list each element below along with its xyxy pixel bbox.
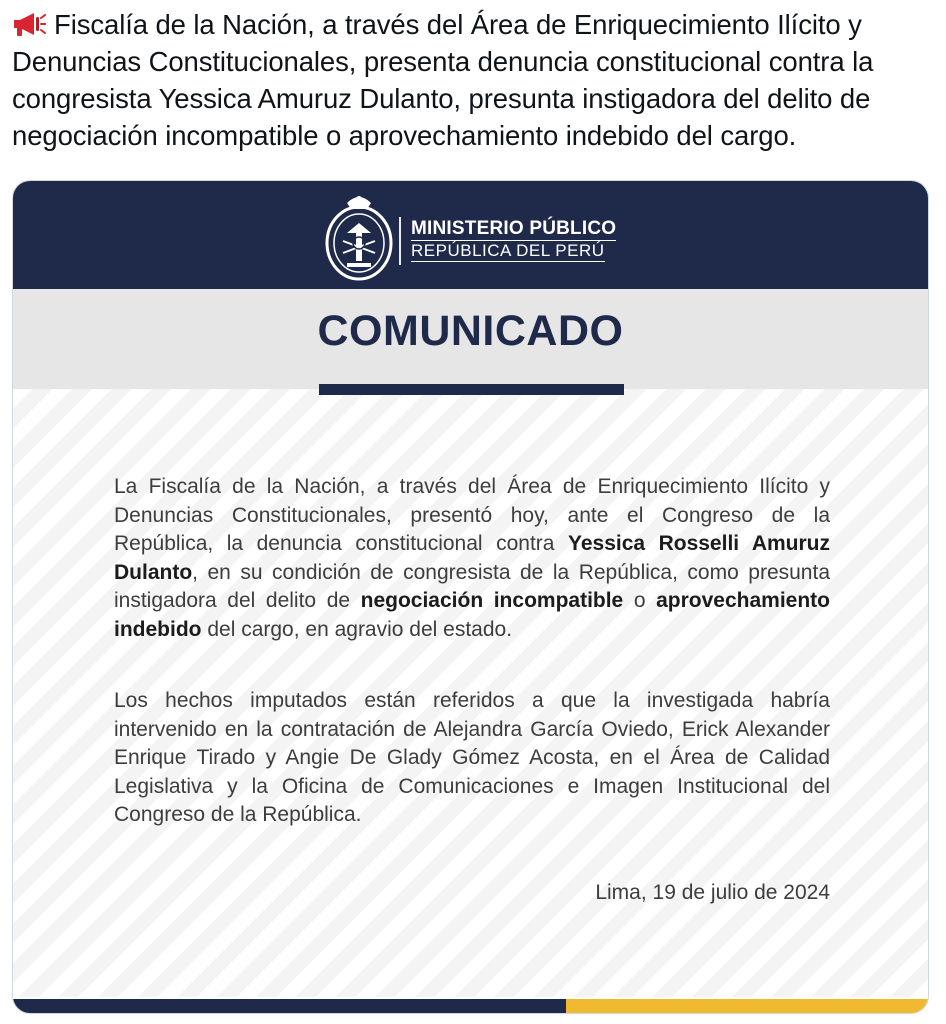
paragraph-2: Los hechos imputados están referidos a que la investigada habría intervenido en la contratación de Alejandra García Oviedo, Erick Alexander Enrique Tirado y Angie De Glady Gómez Acosta, en el Área de Calidad Legislativa y la Oficina de Comunicaciones e Imagen Institucional del Congreso de la República. — [114, 689, 830, 826]
p1-text-1: La Fiscalía de la Nación, a través del Área de Enriquecimiento Ilícito y Denuncias Constitucionales, presentó hoy, ante el Congreso de la República, la denuncia constitucional contra — [114, 475, 830, 555]
tweet-text — [12, 6, 934, 154]
megaphone-icon — [12, 11, 46, 37]
paragraph-1 — [114, 473, 830, 644]
footer-bar-gold — [566, 999, 928, 1013]
tweet-body: Fiscalía de la Nación, a través del Área de Enriquecimiento Ilícito y Denuncias Constitucionales, presenta denuncia constitucional contra la congresista Yessica Amuruz Dulanto, presunta instigadora del delito de negociación incompatible o aprovechamiento indebido del cargo. — [12, 9, 874, 151]
brand-title: MINISTERIO PÚBLICO — [411, 218, 617, 239]
communique-date: Lima, 19 de julio de 2024 — [595, 881, 830, 904]
footer-bar-navy — [13, 999, 566, 1013]
p1-bold-offense-2: aprovechamiento indebido — [114, 589, 830, 641]
p1-bold-name: Yessica Rosselli Amuruz Dulanto — [114, 532, 831, 584]
brand-divider — [399, 217, 401, 265]
brand-subtitle: REPÚBLICA DEL PERÚ — [411, 241, 605, 260]
p1-bold-offense-1: negociación incompatible — [360, 589, 624, 612]
heading-underline — [319, 384, 624, 395]
p1-text-2: , en su condición de congresista de la República, como presunta instigadora del delito de — [114, 560, 830, 612]
p1-text-4: del cargo, en agravio del estado. — [201, 617, 513, 641]
p1-text-3: o — [623, 589, 657, 612]
communique-heading: COMUNICADO — [317, 307, 624, 355]
card-header — [13, 181, 928, 289]
communique-image[interactable] — [12, 180, 929, 1014]
ministerio-seal-icon — [323, 189, 395, 283]
